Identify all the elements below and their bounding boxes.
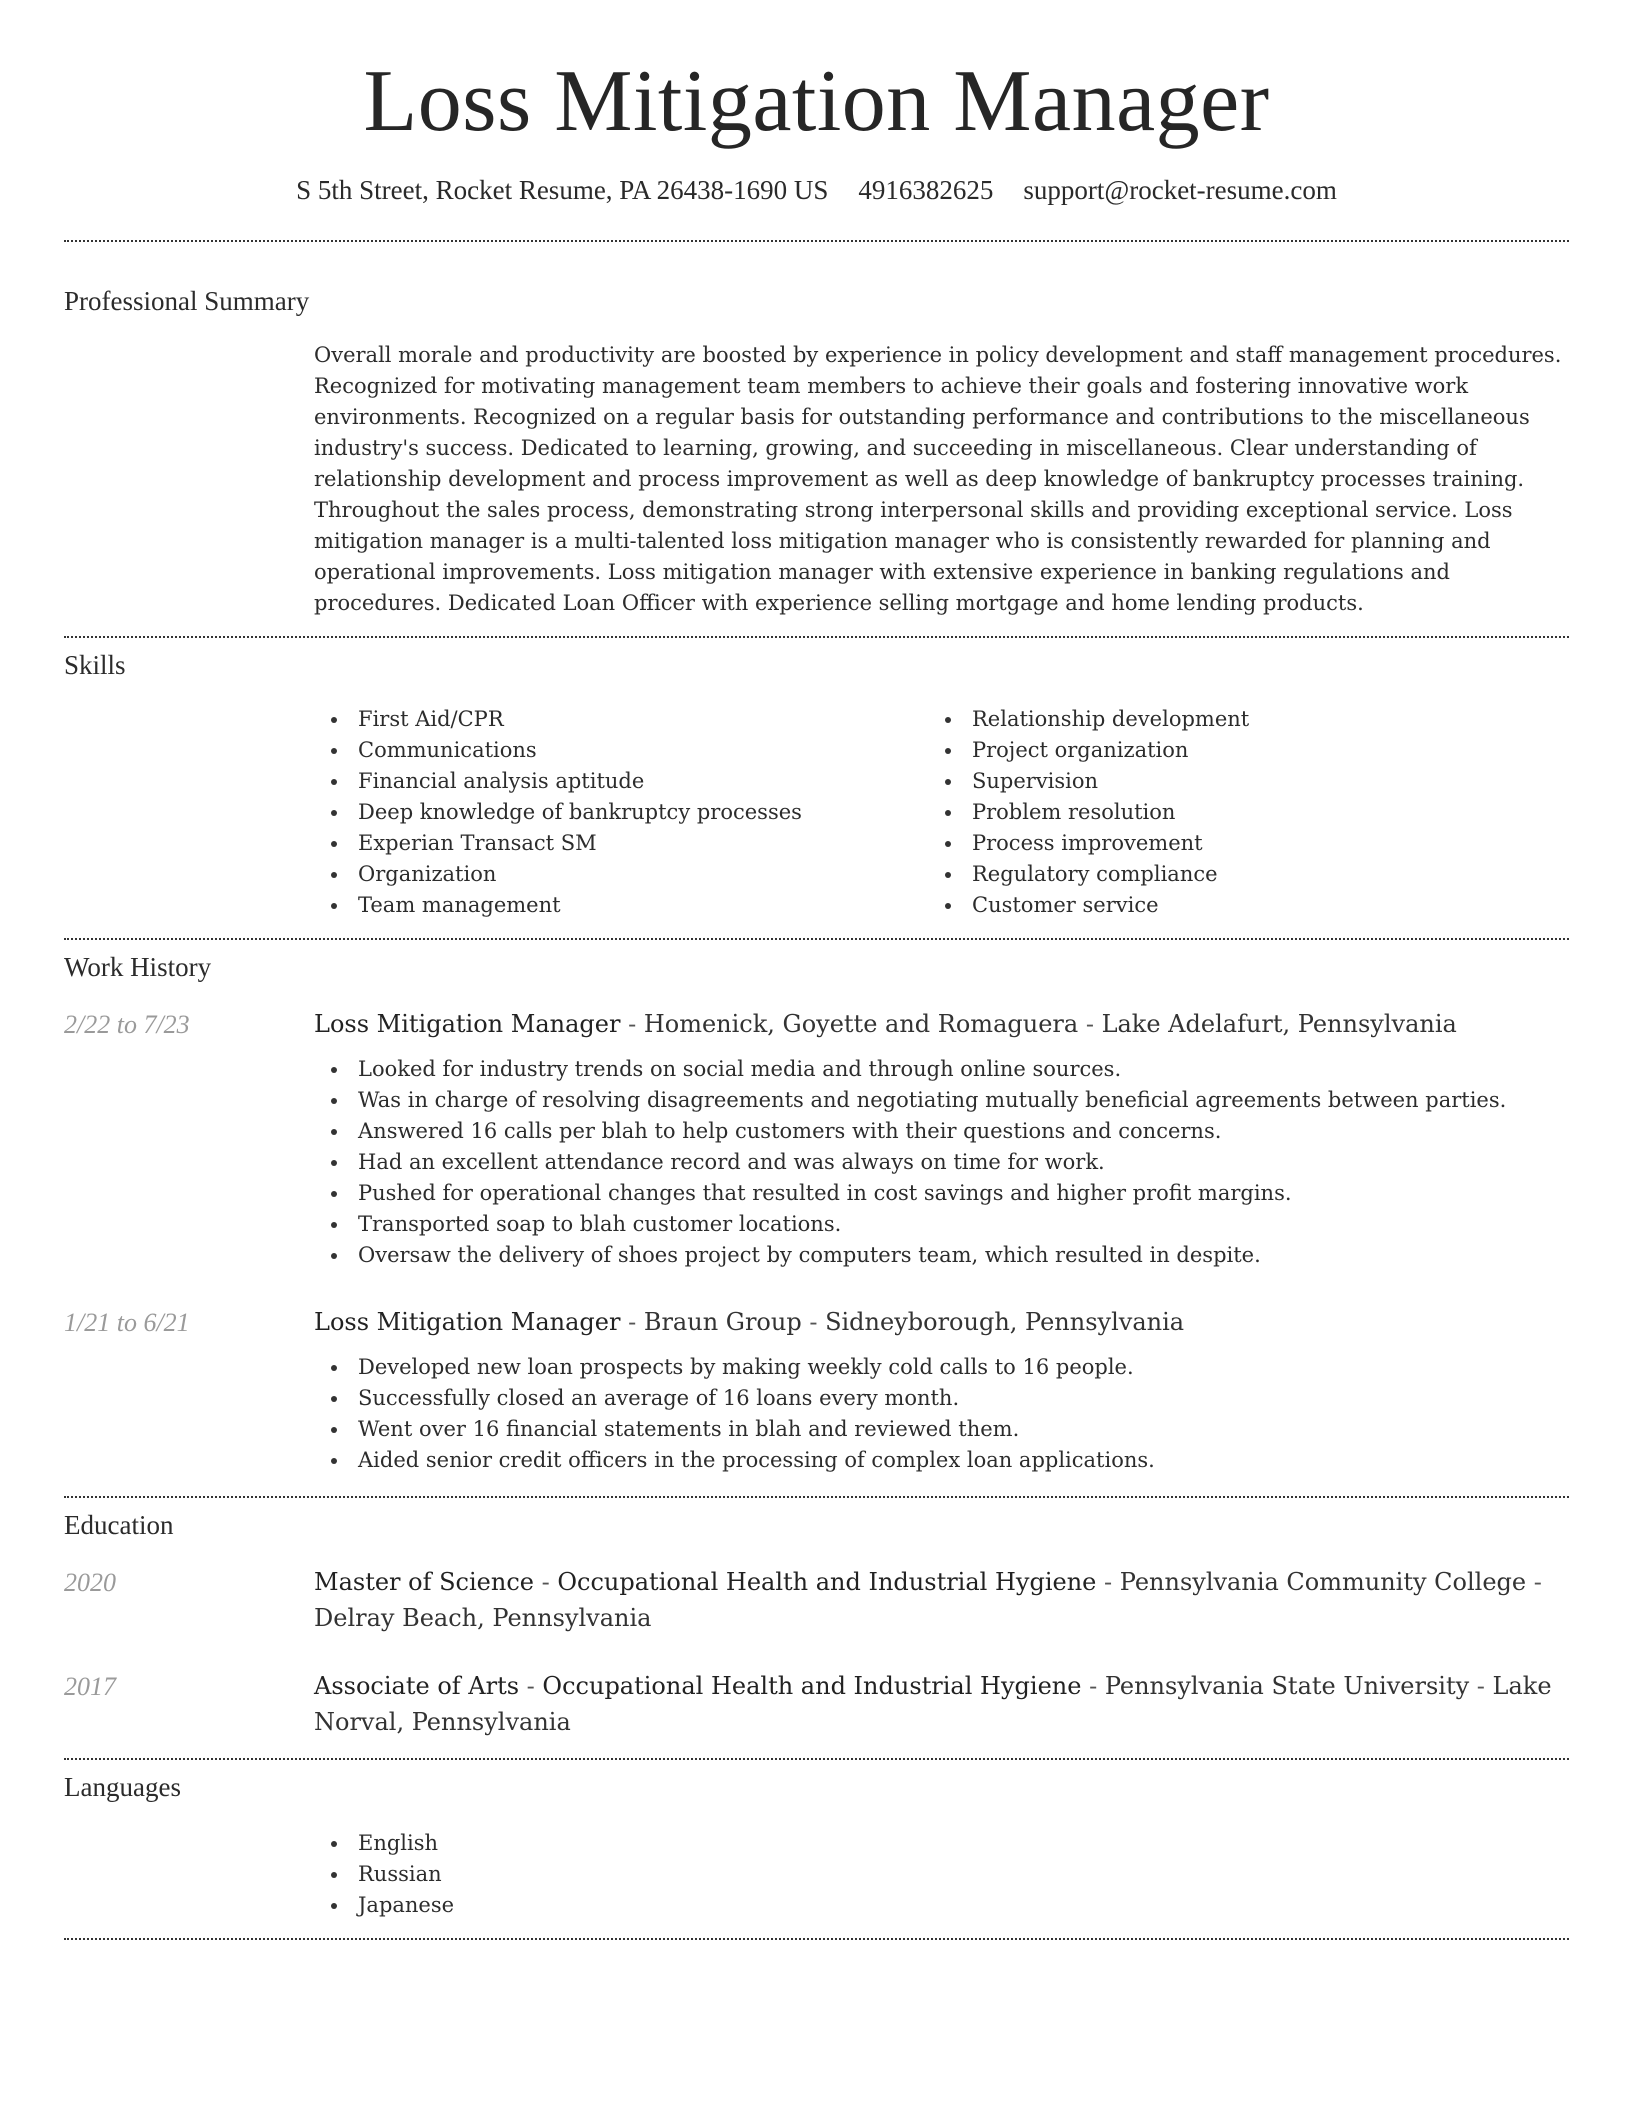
skills-list bbox=[314, 704, 1564, 924]
job-location: Lake Adelafurt, Pennsylvania bbox=[1101, 1010, 1457, 1038]
contact-email[interactable]: support@rocket-resume.com bbox=[1023, 175, 1337, 205]
education-heading: Associate of Arts - Occupational Health and Industrial Hygiene - Pennsylvania State University - Lake Norval, Pennsylvania bbox=[314, 1672, 1552, 1736]
skill-item: First Aid/CPR bbox=[314, 704, 914, 735]
summary-text: Overall morale and productivity are boosted by experience in policy development and staff management procedures. Recognized for motivating management team members to achieve their goals and fostering innovative work environments. Recognized on a regular basis for outstanding performance and contributions to the miscellaneous industry's success. Dedicated to learning, growing, and succeeding in miscellaneous. Clear understanding of relationship development and process improvement as well as deep knowledge of bankruptcy processes training. Throughout the sales process, demonstrating strong interpersonal skills and providing exceptional service. Loss mitigation manager is a multi-talented loss mitigation manager who is consistently rewarded for planning and operational improvements. Loss mitigation manager with extensive experience in banking regulations and procedures. Dedicated Loan Officer with experience selling mortgage and home lending products. bbox=[314, 343, 1562, 615]
education-year: 2020 bbox=[64, 1568, 116, 1597]
job-company: Homenick, Goyette and Romaguera bbox=[643, 1010, 1079, 1038]
skills-column-left bbox=[314, 704, 914, 921]
skill-item: Project organization bbox=[928, 735, 1528, 766]
section-title-education: Education bbox=[64, 1510, 174, 1540]
skill-item: Deep knowledge of bankruptcy processes bbox=[314, 797, 914, 828]
section-title-summary: Professional Summary bbox=[64, 286, 310, 316]
contact-line bbox=[64, 172, 1569, 208]
education-degree: Associate of Arts bbox=[314, 1672, 520, 1700]
job-company: Braun Group bbox=[643, 1308, 802, 1336]
job-bullet: Had an excellent attendance record and was always on time for work. bbox=[314, 1147, 1564, 1178]
divider bbox=[64, 240, 1569, 242]
education-year: 2017 bbox=[64, 1672, 116, 1701]
education-location: Delray Beach, Pennsylvania bbox=[314, 1604, 652, 1632]
divider bbox=[64, 1758, 1569, 1760]
skill-item: Customer service bbox=[928, 890, 1528, 921]
job-heading: Loss Mitigation Manager - Braun Group - Sidneyborough, Pennsylvania bbox=[314, 1308, 1185, 1336]
skill-item: Communications bbox=[314, 735, 914, 766]
education-school: Pennsylvania State University bbox=[1104, 1672, 1470, 1700]
skill-item: Team management bbox=[314, 890, 914, 921]
contact-address: S 5th Street, Rocket Resume, PA 26438-1690 US bbox=[296, 175, 829, 205]
job-dates: 1/21 to 6/21 bbox=[64, 1308, 190, 1337]
job-bullet: Went over 16 financial statements in blah and reviewed them. bbox=[314, 1414, 1564, 1445]
language-item: Japanese bbox=[314, 1890, 1564, 1921]
contact-phone: 4916382625 bbox=[858, 175, 994, 205]
education-heading: Master of Science - Occupational Health and Industrial Hygiene - Pennsylvania Community College - Delray Beach, Pennsylvania bbox=[314, 1568, 1542, 1632]
section-title-languages: Languages bbox=[64, 1772, 181, 1802]
job-bullet: Successfully closed an average of 16 loans every month. bbox=[314, 1383, 1564, 1414]
resume-name: Loss Mitigation Manager bbox=[363, 53, 1270, 150]
education-location: Lake Norval, Pennsylvania bbox=[314, 1672, 1552, 1736]
job-role: Loss Mitigation Manager bbox=[314, 1308, 621, 1336]
job-bullet: Aided senior credit officers in the processing of complex loan applications. bbox=[314, 1445, 1564, 1476]
job-entry bbox=[314, 1006, 1564, 1271]
education-degree: Master of Science bbox=[314, 1568, 534, 1596]
education-field: Occupational Health and Industrial Hygiene bbox=[542, 1672, 1082, 1700]
skill-item: Process improvement bbox=[928, 828, 1528, 859]
job-bullet: Developed new loan prospects by making weekly cold calls to 16 people. bbox=[314, 1352, 1564, 1383]
job-dates: 2/22 to 7/23 bbox=[64, 1010, 190, 1039]
language-item: English bbox=[314, 1828, 1564, 1859]
skill-item: Relationship development bbox=[928, 704, 1528, 735]
education-field: Occupational Health and Industrial Hygiene bbox=[557, 1568, 1097, 1596]
skill-item: Organization bbox=[314, 859, 914, 890]
job-location: Sidneyborough, Pennsylvania bbox=[825, 1308, 1185, 1336]
job-bullet: Answered 16 calls per blah to help customers with their questions and concerns. bbox=[314, 1116, 1564, 1147]
divider bbox=[64, 1938, 1569, 1940]
job-bullets bbox=[314, 1352, 1564, 1476]
job-bullets bbox=[314, 1054, 1564, 1271]
skill-item: Supervision bbox=[928, 766, 1528, 797]
skill-item: Experian Transact SM bbox=[314, 828, 914, 859]
job-bullet: Pushed for operational changes that resulted in cost savings and higher profit margins. bbox=[314, 1178, 1564, 1209]
job-heading: Loss Mitigation Manager - Homenick, Goyette and Romaguera - Lake Adelafurt, Pennsylvania bbox=[314, 1010, 1457, 1038]
divider bbox=[64, 636, 1569, 638]
education-entry bbox=[314, 1564, 1564, 1636]
education-entry bbox=[314, 1668, 1564, 1740]
language-item: Russian bbox=[314, 1859, 1564, 1890]
skill-item: Regulatory compliance bbox=[928, 859, 1528, 890]
section-title-work: Work History bbox=[64, 952, 212, 982]
job-bullet: Transported soap to blah customer locations. bbox=[314, 1209, 1564, 1240]
job-bullet: Looked for industry trends on social media and through online sources. bbox=[314, 1054, 1564, 1085]
languages-list bbox=[314, 1828, 1564, 1921]
job-entry bbox=[314, 1304, 1564, 1476]
skill-item: Problem resolution bbox=[928, 797, 1528, 828]
job-role: Loss Mitigation Manager bbox=[314, 1010, 621, 1038]
skill-item: Financial analysis aptitude bbox=[314, 766, 914, 797]
section-title-skills: Skills bbox=[64, 650, 126, 680]
divider bbox=[64, 1496, 1569, 1498]
skills-column-right bbox=[928, 704, 1528, 921]
languages-bullets bbox=[314, 1828, 1564, 1921]
divider bbox=[64, 938, 1569, 940]
job-bullet: Was in charge of resolving disagreements and negotiating mutually beneficial agreements between parties. bbox=[314, 1085, 1564, 1116]
education-school: Pennsylvania Community College bbox=[1119, 1568, 1527, 1596]
job-bullet: Oversaw the delivery of shoes project by computers team, which resulted in despite. bbox=[314, 1240, 1564, 1271]
